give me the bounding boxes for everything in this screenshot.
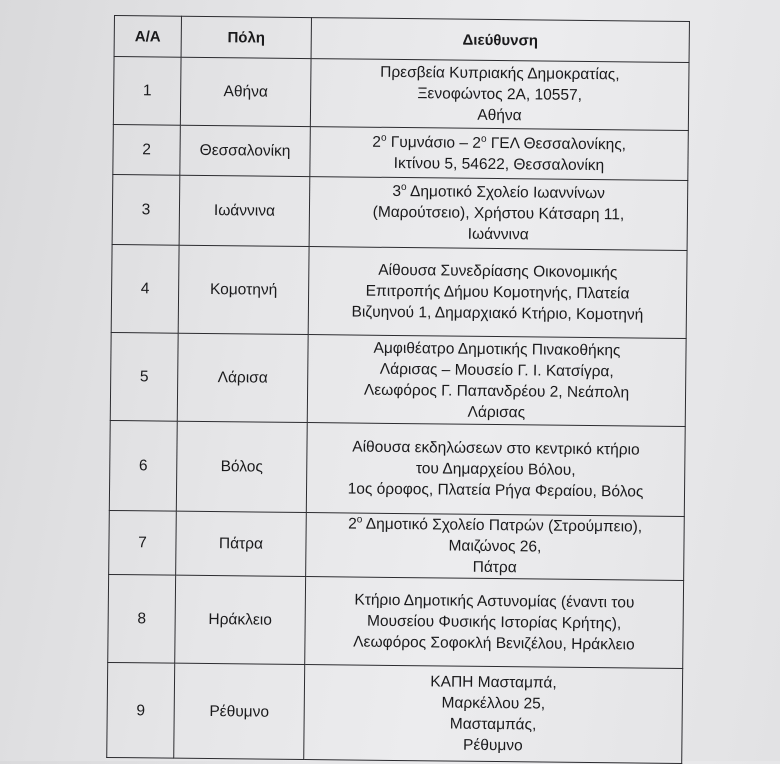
row-number: 3 — [112, 174, 180, 245]
row-number: 9 — [107, 662, 175, 758]
address-line: $3^o$ Δημοτικό Σχολείο Ιωαννίνων — [392, 181, 606, 203]
address-line: Μαρκέλλου 25, — [441, 694, 546, 713]
row-address — [310, 59, 689, 131]
table-row — [110, 332, 686, 426]
row-number: 5 — [110, 332, 178, 421]
row-address — [307, 335, 686, 427]
address-line: Ρέθυμνο — [462, 736, 523, 755]
table-row — [113, 124, 688, 180]
locations-table — [106, 15, 690, 764]
address-line: Λάρισας – Μουσείο Γ. Ι. Κατσίγρα, — [379, 360, 614, 380]
row-address — [304, 665, 683, 764]
address-line: Μουσείου Φυσικής Ιστορίας Κρήτης), — [366, 612, 622, 633]
row-city: Βόλος — [176, 421, 307, 512]
row-city: Πάτρα — [176, 511, 307, 576]
row-address — [305, 577, 684, 669]
row-number: 4 — [111, 244, 179, 333]
row-address — [310, 127, 689, 181]
table-row — [111, 244, 687, 338]
row-city: Θεσσαλονίκη — [180, 125, 311, 176]
address-line: ΚΑΠΗ Μασταμπά, — [430, 673, 557, 692]
address-line: Αίθουσα Συνεδρίασης Οικονομικής — [378, 261, 618, 282]
row-number: 1 — [113, 57, 181, 126]
address-line: Λεωφόρος Γ. Παπανδρέου 2, Νεάπολη — [363, 381, 630, 401]
header-number: Α/Α — [114, 16, 181, 58]
address-line: Αθήνα — [477, 106, 522, 125]
address-line: Βιζυηνού 1, Δημαρχιακό Κτήριο, Κομοτηνή — [351, 303, 644, 324]
ordinal-superscript: ο — [380, 132, 387, 144]
row-number: 6 — [109, 420, 177, 511]
address-line: Μασταμπάς, — [449, 715, 537, 734]
row-address — [308, 247, 687, 339]
address-line: Λάρισας — [467, 403, 526, 421]
ordinal-superscript: ο — [480, 133, 487, 145]
table-header-row — [114, 16, 689, 63]
address-line: Ξενοφώντος 2Α, 10557, — [417, 85, 583, 104]
table-row — [107, 662, 683, 763]
ordinal-superscript: ο — [400, 181, 407, 193]
address-line: Αμφιθέατρο Δημοτικής Πινακοθήκης — [373, 339, 621, 359]
ordinal-superscript: ο — [356, 514, 363, 526]
row-address — [306, 513, 685, 581]
address-line: του Δημαρχείου Βόλου, — [415, 460, 576, 479]
address-line: Αίθουσα εκδηλώσεων στο κεντρικό κτήριο — [352, 438, 640, 459]
address-line: (Μαρούτσειο), Χρήστου Κάτσαρη 11, — [372, 203, 625, 224]
table-row — [112, 174, 688, 250]
header-address: Διεύθυνση — [311, 18, 689, 63]
address-line: Πρεσβεία Κυπριακής Δημοκρατίας, — [380, 63, 620, 84]
row-city: Αθήνα — [180, 57, 311, 126]
row-address — [306, 423, 685, 517]
row-number: 8 — [108, 574, 176, 663]
address-line: Ικτίνου 5, 54622, Θεσσαλονίκη — [393, 154, 605, 174]
address-line: Πάτρα — [472, 558, 517, 577]
row-city: Κομοτηνή — [178, 245, 309, 334]
address-line: Κτήριο Δημοτικής Αστυνομίας (έναντι του — [354, 591, 635, 612]
address-line: 1ος όροφος, Πλατεία Ρήγα Φεραίου, Βόλος — [347, 480, 644, 501]
row-city: Λάρισα — [177, 333, 308, 422]
table-row — [108, 574, 684, 668]
row-number: 2 — [113, 124, 181, 175]
address-line: $2^o$ Δημοτικό Σχολείο Πατρών (Στρούμπειο), — [348, 514, 643, 536]
address-line: Επιτροπής Δήμου Κομοτηνής, Πλατεία — [365, 282, 630, 303]
row-city: Ιωάννινα — [179, 175, 310, 246]
table-row — [113, 57, 689, 131]
row-city: Ρέθυμνο — [174, 663, 305, 759]
table-row — [109, 420, 685, 516]
address-line: Μαιζώνος 26, — [448, 537, 542, 556]
row-number: 7 — [109, 510, 177, 575]
address-line: Λεωφόρος Σοφοκλή Βενιζέλου, Ηράκλειο — [353, 633, 635, 654]
address-line: $2^o$ Γυμνάσιο – $2^o$ ΓΕΛ Θεσσαλονίκης, — [372, 132, 627, 153]
header-city: Πόλη — [181, 16, 311, 58]
row-address — [309, 177, 688, 251]
row-city: Ηράκλειο — [175, 575, 306, 664]
address-line: Ιωάννινα — [467, 225, 529, 244]
table-row — [109, 510, 685, 580]
